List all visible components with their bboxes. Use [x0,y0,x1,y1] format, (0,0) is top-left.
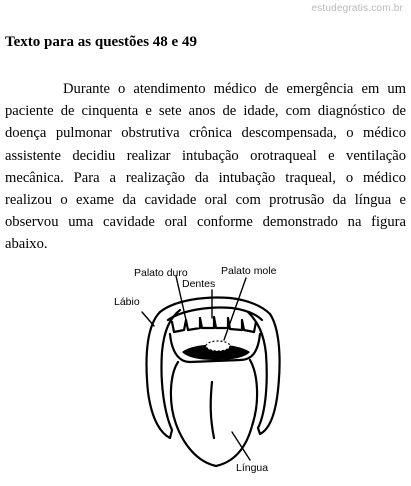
oral-cavity-figure [114,262,300,486]
section-title: Texto para as questões 48 e 49 [5,34,197,50]
soft-palate [206,341,230,351]
site-watermark: estudegratis.com.br [311,3,403,14]
label-lingua: Língua [236,462,269,474]
lip-outline-right [248,312,280,434]
label-dentes: Dentes [182,278,216,290]
tongue-midline [211,382,214,438]
pointer-labio [142,312,154,326]
upper-lip [160,298,270,314]
teeth-row [172,317,256,332]
label-palato-mole: Palato mole [221,265,277,277]
label-palato-duro: Palato duro [134,267,188,279]
label-labio: Lábio [114,296,140,308]
question-text: Durante o atendimento médico de emergência em um paciente de cinquenta e sete anos de idade, com diagnóstico de doença pulmonar obstrutiva crônica descompensada, o médico assistente decidiu realizar intubação orotraqueal e ventilação mecânica. Para a realização da intubação traqueal, o médico realizou o exame da cavidade oral com protrusão da língua e observou uma cavidade oral conforme demonstrado na figura abaixo. [5,81,406,253]
oral-cavity-drawing [120,262,300,486]
